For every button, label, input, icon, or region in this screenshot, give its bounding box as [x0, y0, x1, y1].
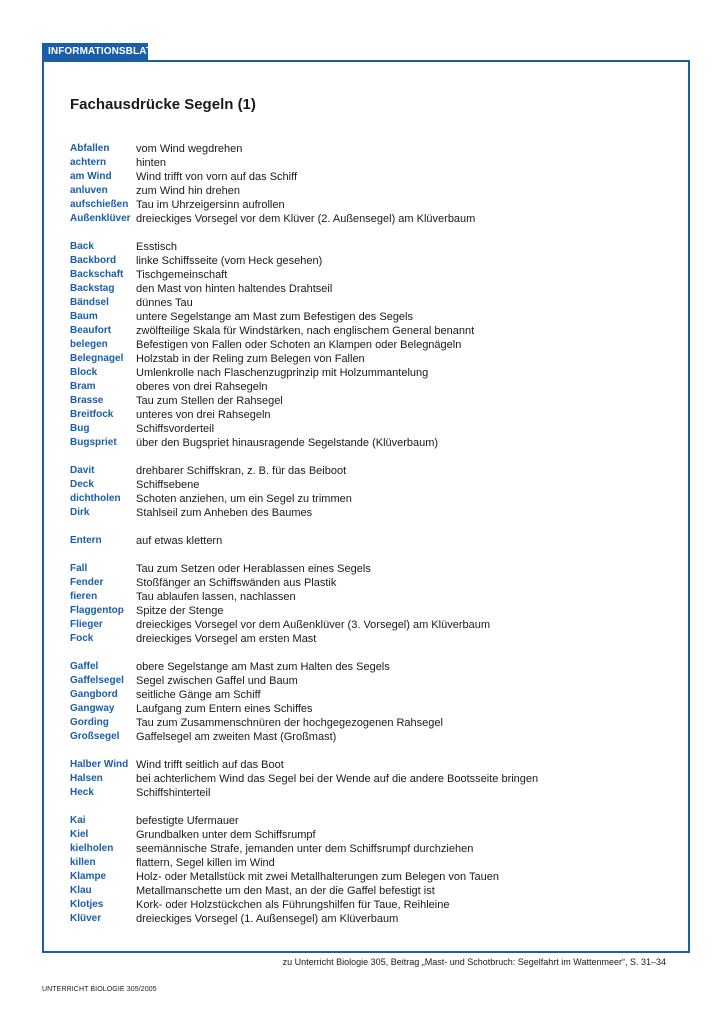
glossary-term: Baum [70, 311, 98, 322]
glossary-definition: dünnes Tau [136, 297, 193, 309]
glossary-entry [70, 436, 670, 450]
glossary-definition: untere Segelstange am Mast zum Befestigen des Segels [136, 311, 413, 323]
glossary-term: Gangbord [70, 689, 118, 700]
glossary-definition: Stoßfänger an Schiffswänden aus Plastik [136, 577, 337, 589]
glossary-term: Flieger [70, 619, 103, 630]
glossary-definition: Laufgang zum Entern eines Schiffes [136, 703, 313, 715]
glossary-term: anluven [70, 185, 108, 196]
glossary-entry [70, 170, 670, 184]
glossary-entry [70, 814, 670, 828]
glossary-entry [70, 198, 670, 212]
glossary-entry [70, 912, 670, 926]
glossary-entry [70, 716, 670, 730]
glossary-definition: befestigte Ufermauer [136, 815, 239, 827]
glossary-term: Bug [70, 423, 90, 434]
glossary-term: Deck [70, 479, 94, 490]
glossary-term: Bändsel [70, 297, 109, 308]
glossary-group [70, 464, 670, 520]
glossary-definition: Grundbalken unter dem Schiffsrumpf [136, 829, 316, 841]
glossary-definition: Gaffelsegel am zweiten Mast (Großmast) [136, 731, 337, 743]
glossary-term: Kiel [70, 829, 89, 840]
glossary-term: Außenklüver [70, 213, 131, 224]
glossary-term: Gaffel [70, 661, 99, 672]
glossary-term: Beaufort [70, 325, 112, 336]
glossary-definition: Tau zum Setzen oder Herablassen eines Segels [136, 563, 371, 575]
glossary-entry [70, 464, 670, 478]
glossary-definition: Holzstab in der Reling zum Belegen von Fallen [136, 353, 365, 365]
glossary-entry [70, 702, 670, 716]
glossary-definition: Schoten anziehen, um ein Segel zu trimmen [136, 493, 352, 505]
glossary-entry [70, 254, 670, 268]
glossary-entry [70, 394, 670, 408]
glossary-definition: Schiffsvorderteil [136, 423, 215, 435]
glossary-definition: Tau zum Zusammenschnüren der hochgegezogenen Rahsegel [136, 717, 443, 729]
glossary-definition: Kork- oder Holzstückchen als Führungshilfen für Taue, Reihleine [136, 899, 450, 911]
glossary-definition: dreieckiges Vorsegel vor dem Außenklüver (3. Vorsegel) am Klüverbaum [136, 619, 491, 631]
glossary-entry [70, 562, 670, 576]
glossary-definition: dreieckiges Vorsegel vor dem Klüver (2. Außensegel) am Klüverbaum [136, 213, 476, 225]
glossary-definition: Stahlseil zum Anheben des Baumes [136, 507, 313, 519]
source-footnote: zu Unterricht Biologie 305, Beitrag „Mast- und Schotbruch: Segelfahrt im Wattenmeer“, S. 31–34 [282, 957, 666, 967]
glossary-entry [70, 632, 670, 646]
glossary-definition: seemännische Strafe, jemanden unter dem Schiffsrumpf durchziehen [136, 843, 474, 855]
glossary-term: Backschaft [70, 269, 124, 280]
glossary-term: Brasse [70, 395, 104, 406]
glossary-term: Fock [70, 633, 94, 644]
glossary-entry [70, 534, 670, 548]
glossary-term: Flaggentop [70, 605, 124, 616]
glossary-term: aufschießen [70, 199, 129, 210]
glossary-definition: Tau zum Stellen der Rahsegel [136, 395, 283, 407]
glossary-term: kielholen [70, 843, 114, 854]
glossary-entry [70, 156, 670, 170]
glossary-term: Gangway [70, 703, 115, 714]
glossary-entry [70, 842, 670, 856]
glossary-definition: obere Segelstange am Mast zum Halten des Segels [136, 661, 390, 673]
glossary-definition: Schiffshinterteil [136, 787, 211, 799]
glossary-entry [70, 618, 670, 632]
glossary-term: Gaffelsegel [70, 675, 124, 686]
glossary-definition: Umlenkrolle nach Flaschenzugprinzip mit Holzummantelung [136, 367, 429, 379]
glossary-entry [70, 282, 670, 296]
glossary-definition: Tau ablaufen lassen, nachlassen [136, 591, 296, 603]
glossary-term: dichtholen [70, 493, 121, 504]
glossary-term: Großsegel [70, 731, 120, 742]
glossary-entry [70, 772, 670, 786]
glossary-group [70, 814, 670, 926]
glossary-definition: über den Bugspriet hinausragende Segelstande (Klüverbaum) [136, 437, 439, 449]
glossary-entry [70, 352, 670, 366]
glossary-entry [70, 688, 670, 702]
glossary-group [70, 240, 670, 450]
glossary-definition: Wind trifft von vorn auf das Schiff [136, 171, 298, 183]
glossary-term: Klotjes [70, 899, 104, 910]
glossary-term: Fender [70, 577, 104, 588]
glossary-term: Belegnagel [70, 353, 124, 364]
glossary-definition: Tau im Uhrzeigersinn aufrollen [136, 199, 285, 211]
glossary-term: Halsen [70, 773, 103, 784]
glossary-term: Heck [70, 787, 94, 798]
glossary-entry [70, 240, 670, 254]
glossary-entry [70, 576, 670, 590]
glossary-definition: zum Wind hin drehen [136, 185, 240, 197]
glossary-entry [70, 212, 670, 226]
glossary-entry [70, 786, 670, 800]
glossary-entry [70, 674, 670, 688]
glossary-term: Klampe [70, 871, 107, 882]
glossary-term: Entern [70, 535, 102, 546]
glossary-entry [70, 758, 670, 772]
glossary-entry [70, 338, 670, 352]
glossary-term: Backbord [70, 255, 117, 266]
glossary-group [70, 534, 670, 548]
glossary-entry [70, 856, 670, 870]
glossary-entry [70, 296, 670, 310]
glossary-entry [70, 898, 670, 912]
glossary-group [70, 562, 670, 646]
glossary-entry [70, 506, 670, 520]
glossary-term: Dirk [70, 507, 90, 518]
glossary-group [70, 660, 670, 744]
glossary-entry [70, 590, 670, 604]
glossary-term: achtern [70, 157, 107, 168]
glossary-term: Gording [70, 717, 109, 728]
glossary-definition: Metallmanschette um den Mast, an der die Gaffel befestigt ist [136, 885, 435, 897]
glossary-entry [70, 366, 670, 380]
page-footer: UNTERRICHT BIOLOGIE 305/2005 [42, 986, 157, 993]
glossary-term: Backstag [70, 283, 115, 294]
glossary-entry [70, 884, 670, 898]
glossary-term: Block [70, 367, 98, 378]
glossary-group [70, 758, 670, 800]
glossary-definition: unteres von drei Rahsegeln [136, 409, 271, 421]
glossary-definition: oberes von drei Rahsegeln [136, 381, 268, 393]
glossary-term: Bram [70, 381, 96, 392]
page-title: Fachausdrücke Segeln (1) [70, 96, 256, 113]
glossary-entry [70, 828, 670, 842]
glossary-definition: Schiffsebene [136, 479, 200, 491]
glossary-entry [70, 142, 670, 156]
glossary-definition: linke Schiffsseite (vom Heck gesehen) [136, 255, 323, 267]
glossary-definition: Tischgemeinschaft [136, 269, 228, 281]
glossary-entry [70, 310, 670, 324]
glossary-definition: Spitze der Stenge [136, 605, 224, 617]
glossary-term: Klau [70, 885, 92, 896]
glossary-term: fieren [70, 591, 98, 602]
glossary-definition: zwölfteilige Skala für Windstärken, nach englischem General benannt [136, 325, 475, 337]
glossary-term: Klüver [70, 913, 102, 924]
glossary-entry [70, 184, 670, 198]
glossary-definition: Esstisch [136, 241, 177, 253]
glossary-entry [70, 324, 670, 338]
header-tab: INFORMATIONSBLATT [42, 43, 148, 61]
glossary-term: Davit [70, 465, 95, 476]
glossary-group [70, 142, 670, 226]
glossary-term: am Wind [70, 171, 112, 182]
glossary-entry [70, 870, 670, 884]
glossary-entry [70, 660, 670, 674]
glossary-entry [70, 604, 670, 618]
glossary-definition: Segel zwischen Gaffel und Baum [136, 675, 298, 687]
glossary-definition: dreieckiges Vorsegel (1. Außensegel) am Klüverbaum [136, 913, 399, 925]
glossary-definition: Befestigen von Fallen oder Schoten an Klampen oder Belegnägeln [136, 339, 462, 351]
glossary-entry [70, 422, 670, 436]
glossary-definition: den Mast von hinten haltendes Drahtseil [136, 283, 333, 295]
glossary-term: Bugspriet [70, 437, 117, 448]
glossary-definition: flattern, Segel killen im Wind [136, 857, 275, 869]
glossary-term: killen [70, 857, 96, 868]
glossary-entry [70, 492, 670, 506]
glossary-definition: auf etwas klettern [136, 535, 223, 547]
glossary-term: Back [70, 241, 94, 252]
glossary-term: Halber Wind [70, 759, 129, 770]
glossary-term: Fall [70, 563, 88, 574]
glossary-term: belegen [70, 339, 108, 350]
glossary-definition: Wind trifft seitlich auf das Boot [136, 759, 284, 771]
glossary-entry [70, 380, 670, 394]
glossary-term: Breitfock [70, 409, 114, 420]
glossary [70, 142, 670, 940]
glossary-definition: dreieckiges Vorsegel am ersten Mast [136, 633, 317, 645]
glossary-definition: hinten [136, 157, 166, 169]
glossary-term: Abfallen [70, 143, 110, 154]
glossary-definition: bei achterlichem Wind das Segel bei der Wende auf die andere Bootsseite bringen [136, 773, 539, 785]
glossary-term: Kai [70, 815, 86, 826]
glossary-definition: seitliche Gänge am Schiff [136, 689, 261, 701]
glossary-entry [70, 478, 670, 492]
glossary-entry [70, 730, 670, 744]
glossary-entry [70, 268, 670, 282]
glossary-definition: Holz- oder Metallstück mit zwei Metallhalterungen zum Belegen von Tauen [136, 871, 499, 883]
glossary-entry [70, 408, 670, 422]
glossary-definition: drehbarer Schiffskran, z. B. für das Beiboot [136, 465, 347, 477]
glossary-definition: vom Wind wegdrehen [136, 143, 243, 155]
